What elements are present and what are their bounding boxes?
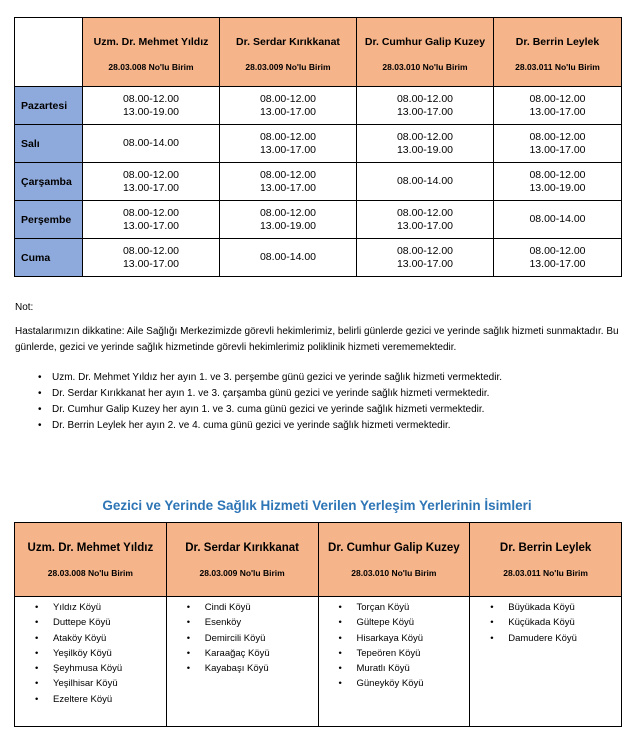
day-label: Cuma xyxy=(15,239,83,277)
note-bullet: • Uzm. Dr. Mehmet Yıldız her ayın 1. ve 3. perşembe günü gezici ve yerinde sağlık hizmeti vermektedir. xyxy=(38,370,502,386)
place-item: • Büyükada Köyü xyxy=(490,600,621,615)
hours-text: 08.00-14.00 xyxy=(529,213,586,225)
hours-cell xyxy=(357,87,494,125)
hours-cell xyxy=(83,125,220,163)
hours-text: 08.00-12.00 xyxy=(396,206,454,219)
unit-number: 28.03.011 No'lu Birim xyxy=(503,567,588,578)
hours-text: 13.00-17.00 xyxy=(259,143,317,156)
schedule-header-row xyxy=(15,18,622,87)
schedule-row xyxy=(15,163,622,201)
place-item: • Yeşilköy Köyü xyxy=(35,646,166,661)
hours-text: 13.00-17.00 xyxy=(396,257,454,270)
corner-cell xyxy=(15,18,83,87)
place-item: • Yıldız Köyü xyxy=(35,600,166,615)
hours-text: 13.00-17.00 xyxy=(396,105,454,118)
hours-text: 08.00-14.00 xyxy=(259,251,317,263)
day-label: Perşembe xyxy=(15,201,83,239)
hours-cell xyxy=(357,163,494,201)
hours-text: 08.00-12.00 xyxy=(529,92,586,105)
unit-number: 28.03.009 No'lu Birim xyxy=(245,62,331,72)
doctor-name: Dr. Cumhur Galip Kuzey xyxy=(364,36,486,48)
places-list xyxy=(470,597,621,646)
doctor-header xyxy=(166,523,318,597)
places-title: Gezici ve Yerinde Sağlık Hizmeti Verilen Yerleşim Yerlerinin İsimleri xyxy=(102,498,532,513)
hours-text: 08.00-12.00 xyxy=(122,244,180,257)
places-cell xyxy=(470,597,622,727)
hours-cell xyxy=(220,125,357,163)
hours-text: 13.00-19.00 xyxy=(396,143,454,156)
place-item: • Esenköy xyxy=(187,615,318,630)
hours-cell xyxy=(83,201,220,239)
places-table xyxy=(14,522,622,727)
places-header-row xyxy=(15,523,622,597)
places-list xyxy=(15,597,166,707)
hours-text: 13.00-17.00 xyxy=(122,219,180,232)
hours-text: 08.00-14.00 xyxy=(396,175,454,187)
hours-text: 13.00-17.00 xyxy=(122,257,180,270)
doctor-name: Dr. Serdar Kırıkkanat xyxy=(236,36,340,48)
hours-text: 13.00-19.00 xyxy=(529,181,586,194)
doctor-header xyxy=(357,18,494,87)
doctor-header xyxy=(83,18,220,87)
doctor-header xyxy=(470,523,622,597)
hours-text: 08.00-12.00 xyxy=(122,92,180,105)
doctor-name: Dr. Berrin Leylek xyxy=(499,541,592,554)
note-label: Not: xyxy=(15,302,34,313)
place-item: • Duttepe Köyü xyxy=(35,615,166,630)
place-item: • Hisarkaya Köyü xyxy=(339,631,470,646)
place-item: • Gültepe Köyü xyxy=(339,615,470,630)
day-label: Pazartesi xyxy=(15,87,83,125)
hours-text: 08.00-14.00 xyxy=(122,137,180,149)
hours-text: 08.00-12.00 xyxy=(529,168,586,181)
unit-number: 28.03.010 No'lu Birim xyxy=(351,567,437,578)
places-row xyxy=(15,597,622,727)
hours-text: 08.00-12.00 xyxy=(396,244,454,257)
hours-text: 13.00-17.00 xyxy=(259,105,317,118)
places-cell xyxy=(166,597,318,727)
doctor-name: Dr. Serdar Kırıkkanat xyxy=(185,541,300,554)
doctor-header xyxy=(15,523,167,597)
schedule-row xyxy=(15,201,622,239)
hours-text: 13.00-17.00 xyxy=(259,181,317,194)
unit-number: 28.03.011 No'lu Birim xyxy=(515,62,600,72)
doctor-header xyxy=(220,18,357,87)
place-item: • Güneyköy Köyü xyxy=(339,676,470,691)
schedule-row xyxy=(15,87,622,125)
hours-cell xyxy=(494,87,622,125)
hours-text: 08.00-12.00 xyxy=(259,168,317,181)
places-cell xyxy=(318,597,470,727)
day-label: Çarşamba xyxy=(15,163,83,201)
place-item: • Ataköy Köyü xyxy=(35,631,166,646)
place-item: • Torçan Köyü xyxy=(339,600,470,615)
doctor-name: Dr. Berrin Leylek xyxy=(515,36,600,48)
place-item: • Karaağaç Köyü xyxy=(187,646,318,661)
note-section xyxy=(15,300,620,356)
hours-text: 13.00-17.00 xyxy=(529,105,586,118)
places-list xyxy=(319,597,470,692)
hours-cell xyxy=(83,87,220,125)
note-paragraph: Hastalarımızın dikkatine: Aile Sağlığı Merkezimizde görevli hekimlerimiz, belirli günlerde gezici ve yerinde sağlık hizmeti sunmaktadır. Bu günlerde, gezici ve yerinde sağlık hizmetinde görevli hekimlerimiz poliklinik hizmeti verememektedir. xyxy=(15,326,619,353)
unit-number: 28.03.008 No'lu Birim xyxy=(108,62,194,72)
hours-text: 13.00-17.00 xyxy=(122,181,180,194)
doctor-name: Uzm. Dr. Mehmet Yıldız xyxy=(93,36,209,48)
unit-number: 28.03.008 No'lu Birim xyxy=(47,567,133,578)
doctor-name: Dr. Cumhur Galip Kuzey xyxy=(328,541,460,554)
schedule-row xyxy=(15,125,622,163)
place-item: • Tepeören Köyü xyxy=(339,646,470,661)
hours-text: 08.00-12.00 xyxy=(259,92,317,105)
hours-text: 08.00-12.00 xyxy=(529,244,586,257)
place-item: • Demircili Köyü xyxy=(187,631,318,646)
doctor-name: Uzm. Dr. Mehmet Yıldız xyxy=(27,541,154,554)
note-bullets xyxy=(38,370,502,434)
place-item: • Muratlı Köyü xyxy=(339,661,470,676)
place-item: • Cindi Köyü xyxy=(187,600,318,615)
note-bullet: • Dr. Cumhur Galip Kuzey her ayın 1. ve 3. cuma günü gezici ve yerinde sağlık hizmeti vermektedir. xyxy=(38,402,502,418)
hours-cell xyxy=(83,239,220,277)
schedule-table xyxy=(14,17,622,277)
hours-text: 08.00-12.00 xyxy=(259,130,317,143)
hours-cell xyxy=(357,125,494,163)
hours-text: 08.00-12.00 xyxy=(122,168,180,181)
hours-text: 08.00-12.00 xyxy=(529,130,586,143)
places-cell xyxy=(15,597,167,727)
hours-text: 08.00-12.00 xyxy=(122,206,180,219)
hours-cell xyxy=(220,163,357,201)
note-bullet: • Dr. Berrin Leylek her ayın 2. ve 4. cuma günü gezici ve yerinde sağlık hizmeti vermektedir. xyxy=(38,418,502,434)
day-label: Salı xyxy=(15,125,83,163)
place-item: • Şeyhmusa Köyü xyxy=(35,661,166,676)
doctor-header xyxy=(318,523,470,597)
doctor-header xyxy=(494,18,622,87)
hours-text: 13.00-17.00 xyxy=(529,143,586,156)
hours-text: 13.00-19.00 xyxy=(122,105,180,118)
hours-text: 08.00-12.00 xyxy=(259,206,317,219)
hours-cell xyxy=(220,87,357,125)
hours-cell xyxy=(220,239,357,277)
hours-cell xyxy=(220,201,357,239)
hours-text: 13.00-17.00 xyxy=(396,219,454,232)
hours-cell xyxy=(494,201,622,239)
hours-cell xyxy=(357,239,494,277)
hours-cell xyxy=(494,125,622,163)
unit-number: 28.03.010 No'lu Birim xyxy=(382,62,468,72)
hours-text: 13.00-19.00 xyxy=(259,219,317,232)
place-item: • Küçükada Köyü xyxy=(490,615,621,630)
hours-cell xyxy=(494,239,622,277)
place-item: • Yeşilhisar Köyü xyxy=(35,676,166,691)
schedule-row xyxy=(15,239,622,277)
hours-cell xyxy=(494,163,622,201)
place-item: • Kayabaşı Köyü xyxy=(187,661,318,676)
hours-text: 08.00-12.00 xyxy=(396,130,454,143)
hours-cell xyxy=(357,201,494,239)
place-item: • Damudere Köyü xyxy=(490,631,621,646)
note-bullet: • Dr. Serdar Kırıkkanat her ayın 1. ve 3. çarşamba günü gezici ve yerinde sağlık hizmeti vermektedir. xyxy=(38,386,502,402)
unit-number: 28.03.009 No'lu Birim xyxy=(199,567,285,578)
places-list xyxy=(167,597,318,676)
hours-cell xyxy=(83,163,220,201)
hours-text: 08.00-12.00 xyxy=(396,92,454,105)
place-item: • Ezeltere Köyü xyxy=(35,692,166,707)
hours-text: 13.00-17.00 xyxy=(529,257,586,270)
